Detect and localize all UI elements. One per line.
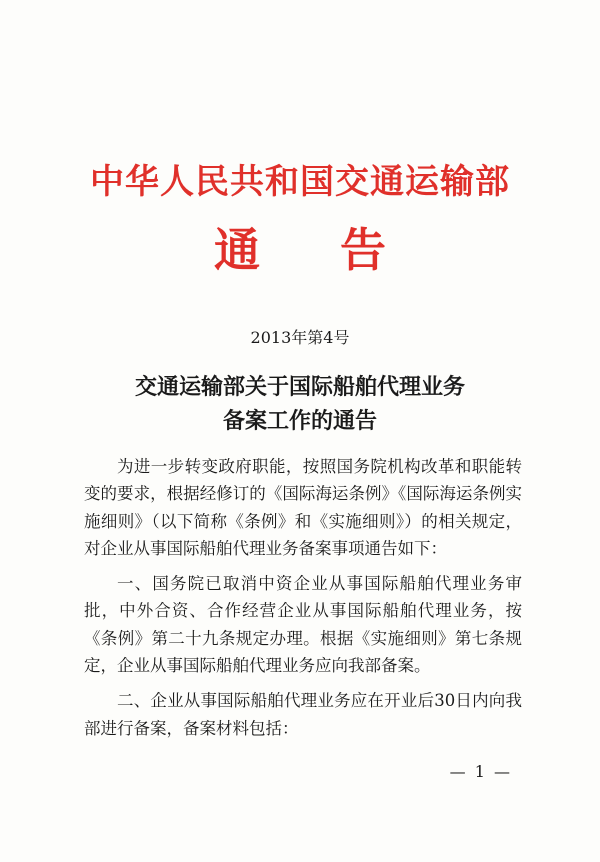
- page-number: — 1 —: [449, 762, 512, 781]
- notice-title-line: 备案工作的通告: [222, 408, 377, 434]
- notice-title-line: 交通运输部关于国际船舶代理业务: [134, 374, 465, 400]
- document-type-heading: 通告: [214, 223, 466, 277]
- body-paragraph: 一、国务院已取消中资企业从事国际船舶代理业务审批，中外合资、合作经营企业从事国际船舶代理业务，按《条例》第二十九条规定办理。根据《实施细则》第七条规定，企业从事国际船舶代理业务应向我部备案。: [84, 574, 522, 676]
- notice-body: [84, 453, 522, 750]
- notice-title: [0, 370, 600, 438]
- document-number: 2013年第4号: [250, 328, 350, 347]
- body-paragraph: 二、企业从事国际船舶代理业务应在开业后30日内向我部进行备案，备案材料包括：: [84, 691, 522, 738]
- body-paragraph: 为进一步转变政府职能，按照国务院机构改革和职能转变的要求，根据经修订的《国际海运条例》《国际海运条例实施细则》（以下简称《条例》和《实施细则》）的相关规定，对企业从事国际船舶代理业务备案事项通告如下：: [84, 457, 522, 558]
- issuer-header: 中华人民共和国交通运输部: [90, 162, 510, 202]
